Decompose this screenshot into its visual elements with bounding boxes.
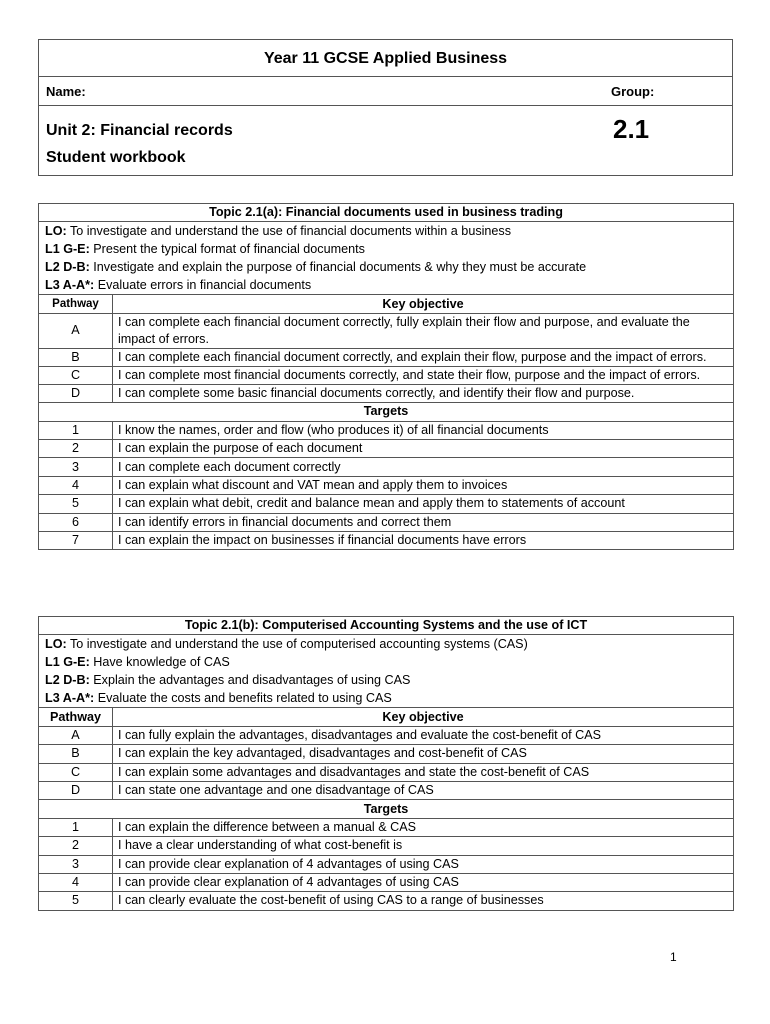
- document-title: Year 11 GCSE Applied Business: [39, 40, 732, 77]
- target-number: 3: [39, 458, 113, 476]
- lo-line: L1 G-E: Present the typical format of financial documents: [45, 242, 365, 257]
- target-text: I can clearly evaluate the cost-benefit of using CAS to a range of businesses: [113, 892, 734, 910]
- key-objective-header: Key objective: [113, 708, 734, 726]
- lo-line: L2 D-B: Investigate and explain the purpose of financial documents & why they must be accurate: [45, 260, 587, 275]
- objective-cell: I can explain some advantages and disadvantages and state the cost-benefit of CAS: [113, 763, 734, 781]
- objective-cell: I can complete each financial document correctly, and explain their flow, purpose and the impact of errors.: [113, 348, 734, 366]
- topic-a-table: [38, 203, 734, 550]
- pathway-cell: B: [39, 348, 113, 366]
- targets-header: Targets: [39, 403, 734, 421]
- target-text: I can explain the impact on businesses if financial documents have errors: [113, 531, 734, 549]
- pathway-cell: A: [39, 313, 113, 348]
- target-number: 5: [39, 495, 113, 513]
- name-group-row: [39, 77, 732, 106]
- unit-block: [39, 106, 732, 176]
- name-label: Name:: [46, 84, 86, 99]
- target-text: I can explain the purpose of each document: [113, 439, 734, 457]
- targets-header: Targets: [39, 800, 734, 818]
- page-number: 1: [670, 950, 677, 964]
- objective-cell: I can state one advantage and one disadvantage of CAS: [113, 781, 734, 799]
- objective-cell: I can explain the key advantaged, disadvantages and cost-benefit of CAS: [113, 745, 734, 763]
- topic-b-table: [38, 616, 734, 911]
- target-text: I can explain what debit, credit and balance mean and apply them to statements of account: [113, 495, 734, 513]
- target-text: I can explain the difference between a manual & CAS: [113, 818, 734, 836]
- lo-line: L3 A-A*: Evaluate the costs and benefits related to using CAS: [45, 691, 392, 706]
- pathway-cell: D: [39, 781, 113, 799]
- unit-subtitle: Student workbook: [46, 149, 186, 166]
- target-number: 5: [39, 892, 113, 910]
- key-objective-header: Key objective: [113, 295, 734, 313]
- pathway-cell: C: [39, 763, 113, 781]
- pathway-header: Pathway: [39, 295, 113, 313]
- topic-a-learning-objectives: [39, 222, 734, 295]
- target-number: 7: [39, 531, 113, 549]
- topic-b-learning-objectives: [39, 635, 734, 708]
- target-number: 4: [39, 873, 113, 891]
- target-number: 1: [39, 818, 113, 836]
- target-number: 2: [39, 837, 113, 855]
- target-text: I can identify errors in financial documents and correct them: [113, 513, 734, 531]
- group-label: Group:: [611, 84, 655, 99]
- lo-line: L3 A-A*: Evaluate errors in financial documents: [45, 278, 312, 293]
- target-text: I can complete each document correctly: [113, 458, 734, 476]
- target-text: I know the names, order and flow (who produces it) of all financial documents: [113, 421, 734, 439]
- target-text: I can explain what discount and VAT mean and apply them to invoices: [113, 476, 734, 494]
- unit-number: 2.1: [613, 114, 650, 144]
- lo-line: L2 D-B: Explain the advantages and disadvantages of using CAS: [45, 673, 411, 688]
- target-text: I can provide clear explanation of 4 advantages of using CAS: [113, 855, 734, 873]
- target-number: 2: [39, 439, 113, 457]
- target-text: I can provide clear explanation of 4 advantages of using CAS: [113, 873, 734, 891]
- objective-cell: I can complete each financial document correctly, fully explain their flow and purpose, and evaluate the impact of errors.: [113, 313, 734, 348]
- topic-a-title: Topic 2.1(a): Financial documents used in business trading: [39, 204, 734, 222]
- target-text: I have a clear understanding of what cost-benefit is: [113, 837, 734, 855]
- topic-b-title: Topic 2.1(b): Computerised Accounting Systems and the use of ICT: [39, 617, 734, 635]
- pathway-cell: C: [39, 366, 113, 384]
- pathway-cell: A: [39, 726, 113, 744]
- objective-cell: I can complete some basic financial documents correctly, and identify their flow and purpose.: [113, 384, 734, 402]
- objective-cell: I can complete most financial documents correctly, and state their flow, purpose and the impact of errors.: [113, 366, 734, 384]
- target-number: 6: [39, 513, 113, 531]
- lo-line: LO: To investigate and understand the use of financial documents within a business: [45, 224, 512, 239]
- unit-title: Unit 2: Financial records: [46, 122, 233, 139]
- lo-line: LO: To investigate and understand the use of computerised accounting systems (CAS): [45, 637, 528, 652]
- objective-cell: I can fully explain the advantages, disadvantages and evaluate the cost-benefit of CAS: [113, 726, 734, 744]
- lo-line: L1 G-E: Have knowledge of CAS: [45, 655, 230, 670]
- target-number: 3: [39, 855, 113, 873]
- header-box: [38, 39, 733, 176]
- pathway-cell: B: [39, 745, 113, 763]
- pathway-cell: D: [39, 384, 113, 402]
- target-number: 4: [39, 476, 113, 494]
- target-number: 1: [39, 421, 113, 439]
- pathway-header: Pathway: [39, 708, 113, 726]
